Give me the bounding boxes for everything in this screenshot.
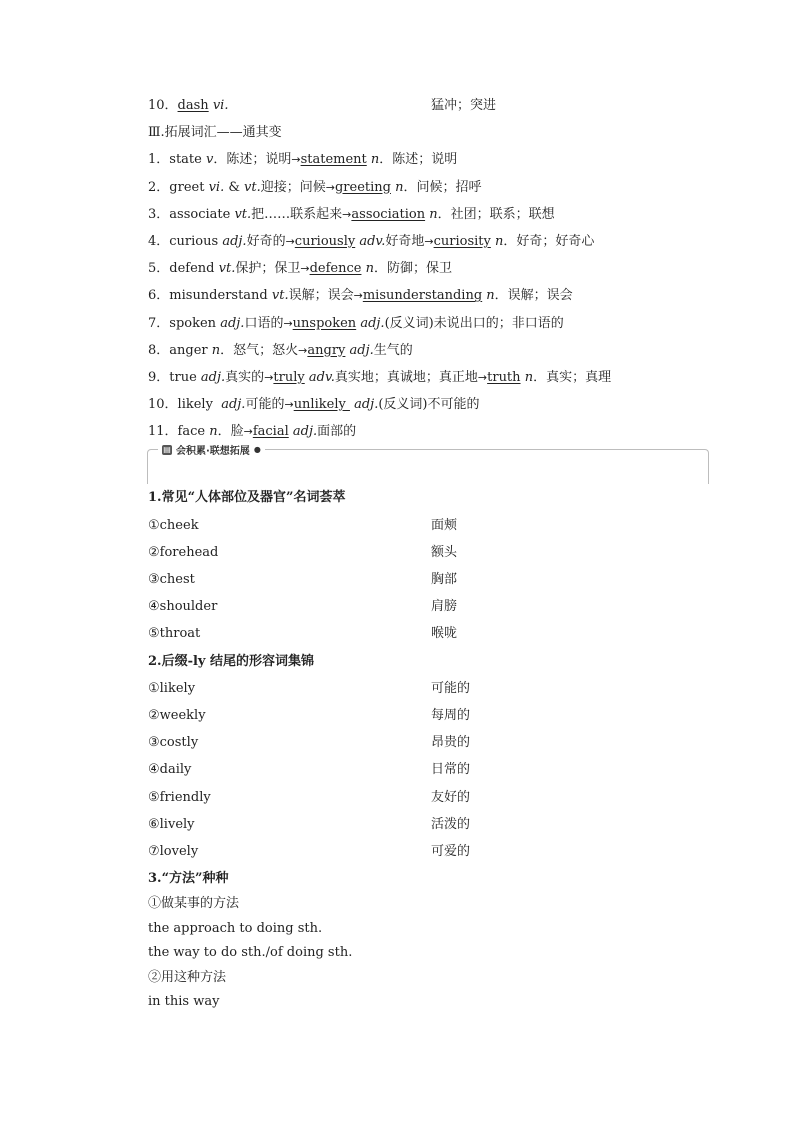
part-of-speech: adj. — [200, 369, 226, 385]
part-of-speech: adv. — [359, 233, 386, 249]
text-segment: 好奇地 — [385, 233, 425, 249]
word-groups — [148, 484, 708, 865]
answer-word: association — [351, 206, 426, 222]
item-number: 4． — [148, 233, 170, 249]
text-segment: defend — [169, 261, 219, 277]
vocab-item — [148, 310, 708, 337]
answer-word: facial — [252, 424, 289, 440]
answer-word: curiously — [294, 233, 356, 249]
group-title: 1.常见“人体部位及器官”名词荟萃 — [148, 490, 346, 506]
accumulation-box — [147, 444, 709, 484]
english-word: ②forehead — [148, 544, 219, 560]
item-number: 11． — [148, 424, 178, 440]
arrow-icon: → — [243, 425, 253, 439]
vocab-item — [148, 201, 708, 228]
note-icon: ▤ — [163, 444, 171, 454]
part-of-speech: adv. — [308, 369, 335, 385]
text-segment: spoken — [169, 315, 221, 331]
part-of-speech: n — [494, 233, 504, 249]
expansion-vocab-list — [148, 146, 708, 445]
text-segment: (反义词)未说出口的；非口语的 — [384, 315, 564, 331]
item-number: 6． — [148, 288, 170, 304]
part-of-speech: n — [211, 342, 221, 358]
text-segment: 误解；误会 — [288, 288, 354, 304]
arrow-icon: → — [325, 180, 335, 194]
text-segment: 面部的 — [317, 424, 357, 440]
chinese-meaning: 面颊 — [431, 517, 458, 533]
item-number: 2． — [148, 179, 170, 195]
text-segment: ．防御；保卫 — [373, 261, 452, 277]
text-segment: ．脸 — [217, 424, 244, 440]
chinese-meaning: 喉咙 — [431, 626, 458, 642]
english-word: ①cheek — [148, 517, 199, 533]
answer-word: statement — [300, 152, 367, 168]
text-segment: ．误解；误会 — [494, 288, 573, 304]
part-of-speech: n — [429, 206, 438, 222]
item-number: 5． — [148, 261, 170, 277]
word-pair-row — [148, 729, 708, 756]
text-segment: ．陈述；说明 — [213, 152, 292, 168]
vocab-word: dash — [177, 98, 209, 113]
word-pair-row — [148, 620, 708, 647]
method-line: in this way — [148, 994, 220, 1010]
vocab-item — [148, 228, 708, 255]
vocab-item — [148, 146, 708, 173]
word-pair-row — [148, 566, 708, 593]
chinese-meaning: 胸部 — [431, 572, 458, 587]
vocab-meaning: 猛冲；突进 — [431, 98, 497, 113]
answer-word: misunderstanding — [362, 288, 483, 304]
text-segment: associate — [169, 206, 235, 222]
text-segment: 口语的 — [244, 315, 284, 331]
method-line: ②用这种方法 — [148, 969, 227, 985]
text-segment: face — [177, 424, 210, 440]
methods-title: 3.“方法”种种 — [148, 871, 229, 887]
item-number: 1． — [148, 152, 170, 168]
english-word: ⑦lovely — [148, 843, 199, 859]
answer-word: angry — [307, 342, 346, 358]
part-of-speech: adj. — [360, 315, 385, 331]
item-number: 3． — [148, 206, 170, 222]
item-number: 8． — [148, 342, 170, 358]
word-pair-row — [148, 811, 708, 838]
part-of-speech: n — [486, 288, 495, 304]
english-word: ③chest — [148, 572, 195, 587]
arrow-icon: → — [424, 234, 434, 248]
vocab-item — [148, 418, 708, 445]
word-pair-row — [148, 539, 708, 566]
vocab-item — [148, 282, 708, 309]
part-of-speech: n — [365, 261, 374, 277]
part-of-speech: adj. — [354, 397, 379, 413]
chinese-meaning: 每周的 — [431, 707, 471, 723]
text-segment: 迎接；问候 — [260, 179, 326, 195]
accumulation-box-label: 会积累·联想拓展 — [176, 446, 250, 458]
text-segment: state — [169, 152, 206, 168]
part-of-speech: v — [205, 152, 214, 168]
text-segment: true — [169, 369, 201, 385]
arrow-icon: → — [291, 153, 301, 167]
word-pair-row — [148, 784, 708, 811]
answer-word: truly — [273, 369, 305, 385]
arrow-icon: → — [353, 289, 363, 303]
vocab-item — [148, 364, 708, 391]
text-segment: ．问候；招呼 — [403, 179, 482, 195]
text-segment: & — [224, 179, 245, 195]
english-word: ⑥lively — [148, 816, 195, 832]
chinese-meaning: 额头 — [431, 544, 458, 560]
answer-word: greeting — [334, 179, 391, 195]
text-segment: 把……联系起来 — [251, 206, 343, 222]
vocab-item — [148, 337, 708, 364]
group-title: 2.后缀-ly 结尾的形容词集锦 — [148, 653, 314, 669]
part-of-speech: n — [524, 369, 534, 385]
text-segment: greet — [169, 179, 209, 195]
method-line: ①做某事的方法 — [148, 896, 240, 912]
method-line: the way to do sth./of doing sth. — [148, 945, 353, 961]
vocab-item — [148, 255, 708, 282]
english-word: ④daily — [148, 762, 192, 778]
word-pair-row — [148, 593, 708, 620]
item-number: 9． — [148, 369, 170, 385]
arrow-icon: → — [285, 234, 295, 248]
english-word: ①likely — [148, 680, 196, 696]
chinese-meaning: 肩膀 — [431, 599, 458, 615]
chinese-meaning: 友好的 — [431, 789, 471, 805]
part-of-speech: n — [209, 424, 218, 440]
part-of-speech: adj. — [349, 342, 374, 358]
vocab-item — [148, 391, 708, 418]
text-segment: 真实的 — [225, 369, 265, 385]
text-segment: misunderstand — [169, 288, 272, 304]
word-pair-row — [148, 756, 708, 783]
english-word: ⑤throat — [148, 626, 201, 642]
item-number: 7． — [148, 315, 170, 331]
part-of-speech: vt. — [271, 288, 289, 304]
part-of-speech: vi. — [208, 179, 225, 195]
item-number: 10． — [148, 98, 178, 113]
dot-icon: ● — [253, 445, 261, 455]
arrow-icon: → — [477, 370, 488, 384]
part-of-speech: adj. — [222, 233, 247, 249]
part-of-speech: vt. — [234, 206, 252, 222]
text-segment: (反义词)不可能的 — [378, 397, 480, 413]
word-pair-row — [148, 702, 708, 729]
method-line: the approach to doing sth. — [148, 920, 323, 936]
answer-word: curiosity — [433, 233, 491, 249]
text-segment: ．陈述；说明 — [379, 152, 458, 168]
arrow-icon: → — [284, 398, 294, 412]
answer-word: defence — [309, 261, 362, 277]
english-word: ③costly — [148, 735, 199, 751]
part-of-speech: n — [370, 152, 380, 168]
chinese-meaning: 可能的 — [431, 680, 471, 696]
chinese-meaning: 昂贵的 — [431, 735, 471, 751]
word-pair-row — [148, 512, 708, 539]
text-segment: 好奇的 — [246, 233, 286, 249]
item-number: 10． — [148, 397, 178, 413]
chinese-meaning: 可爱的 — [431, 843, 471, 859]
chinese-meaning: 日常的 — [431, 762, 471, 778]
english-word: ④shoulder — [148, 599, 218, 615]
text-segment: 可能的 — [245, 397, 285, 413]
vocab-item — [148, 174, 708, 201]
chinese-meaning: 活泼的 — [431, 816, 471, 832]
text-segment: 保护；保卫 — [235, 261, 301, 277]
text-segment: likely — [177, 397, 222, 413]
english-word: ⑤friendly — [148, 789, 211, 805]
part-of-speech: vt. — [244, 179, 261, 195]
arrow-icon: → — [342, 207, 352, 221]
arrow-icon: → — [300, 262, 310, 276]
text-segment: 生气的 — [373, 342, 413, 358]
arrow-icon: → — [264, 370, 274, 384]
part-of-speech: vi. — [212, 98, 229, 113]
arrow-icon: → — [283, 316, 293, 330]
part-of-speech: adj. — [220, 315, 245, 331]
word-pair-row — [148, 838, 708, 865]
section-title: Ⅲ.拓展词汇——通其变 — [148, 125, 282, 141]
methods-list — [148, 892, 708, 1015]
text-segment: ．社团；联系；联想 — [437, 206, 555, 222]
worksheet-page — [148, 92, 708, 1015]
part-of-speech: adj. — [221, 397, 246, 413]
answer-word: unspoken — [292, 315, 357, 331]
word-pair-row — [148, 675, 708, 702]
text-segment: ．怒气；怒火 — [220, 342, 299, 358]
text-segment: ．好奇；好奇心 — [503, 233, 595, 249]
part-of-speech: vt. — [218, 261, 236, 277]
text-segment: curious — [169, 233, 223, 249]
answer-word: truth — [487, 369, 521, 385]
vocab-item-10-top — [148, 92, 708, 119]
answer-word: unlikely — [293, 397, 350, 413]
text-segment: 真实地；真诚地；真正地 — [334, 369, 478, 385]
part-of-speech: n — [395, 179, 404, 195]
arrow-icon: → — [298, 343, 308, 357]
accumulation-box-title — [158, 442, 265, 457]
text-segment: anger — [169, 342, 212, 358]
text-segment: ．真实；真理 — [533, 369, 612, 385]
english-word: ②weekly — [148, 707, 206, 723]
part-of-speech: adj. — [292, 424, 318, 440]
